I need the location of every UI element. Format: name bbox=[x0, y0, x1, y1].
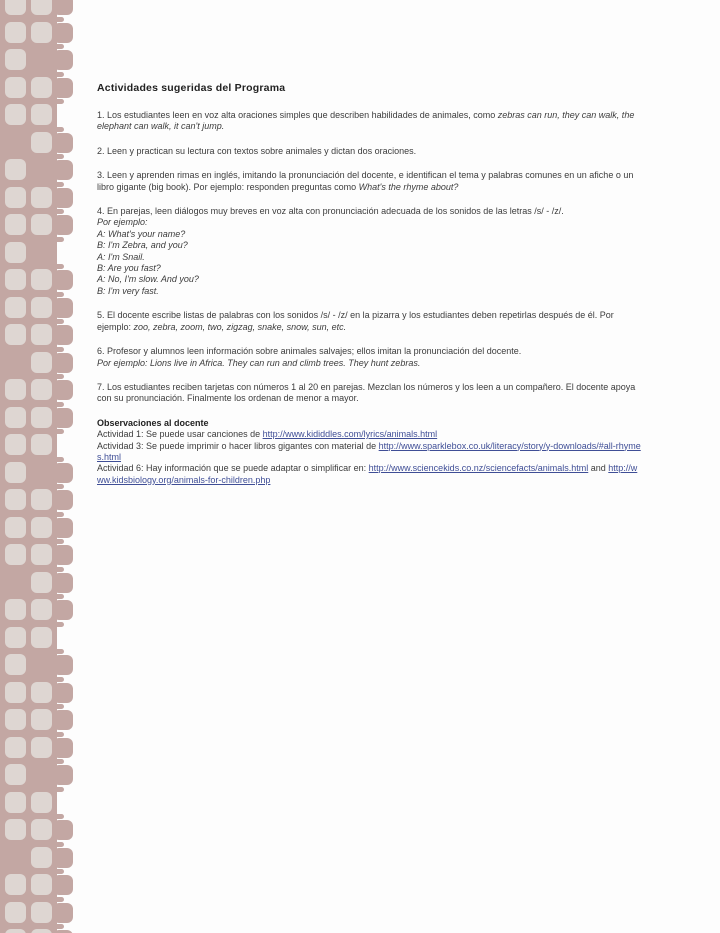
link-activity-6-kidsbiology[interactable]: http://www.kidsbiology.org/animals-for-children.php bbox=[97, 463, 638, 485]
border-tile bbox=[31, 132, 52, 153]
border-tile bbox=[31, 77, 52, 98]
border-tile bbox=[5, 929, 26, 933]
border-tile bbox=[5, 187, 26, 208]
border-strip bbox=[0, 0, 57, 933]
border-tile bbox=[31, 847, 52, 868]
border-tile bbox=[5, 792, 26, 813]
activity-5-example: zoo, zebra, zoom, two, zigzag, snake, snow, sun, etc. bbox=[133, 321, 347, 332]
border-tile bbox=[5, 407, 26, 428]
border-stem bbox=[55, 264, 64, 269]
link-activity-3[interactable]: http://www.sparklebox.co.uk/literacy/story/y-downloads/#all-rhymes.html bbox=[97, 440, 641, 462]
border-stem bbox=[55, 759, 64, 764]
activity-2: 2. Leen y practican su lectura con textos sobre animales y dictan dos oraciones. bbox=[97, 145, 417, 156]
border-outer-tile bbox=[53, 518, 73, 538]
border-tile bbox=[5, 764, 26, 785]
border-stem bbox=[55, 704, 64, 709]
border-outer-tile bbox=[53, 215, 73, 235]
activity-5-text: 5. El docente escribe listas de palabras con los sonidos /s/ - /z/ en la pizarra y los estudiantes deben repetirlas después de él. Por ejemplo: bbox=[97, 310, 614, 332]
border-tile bbox=[31, 599, 52, 620]
activity-1 bbox=[97, 110, 643, 133]
border-outer-tile bbox=[53, 573, 73, 593]
border-tile bbox=[31, 324, 52, 345]
border-stem bbox=[55, 429, 64, 434]
border-tile bbox=[31, 22, 52, 43]
border-stem bbox=[55, 72, 64, 77]
border-tile bbox=[5, 159, 26, 180]
observations-heading: Observaciones al docente bbox=[97, 417, 209, 428]
page-title: Actividades sugeridas del Programa bbox=[97, 82, 286, 94]
border-tile bbox=[5, 544, 26, 565]
activity-4 bbox=[97, 206, 643, 297]
border-tile bbox=[31, 352, 52, 373]
border-stem bbox=[55, 347, 64, 352]
border-stem bbox=[55, 319, 64, 324]
border-outer-tile bbox=[53, 490, 73, 510]
border-stem bbox=[55, 897, 64, 902]
border-tile bbox=[5, 709, 26, 730]
border-stem bbox=[55, 539, 64, 544]
border-outer-tile bbox=[53, 133, 73, 153]
border-stem bbox=[55, 209, 64, 214]
border-stem bbox=[55, 127, 64, 132]
observations-section bbox=[97, 418, 643, 486]
border-tile bbox=[31, 737, 52, 758]
border-stem bbox=[55, 237, 64, 242]
border-outer-tile bbox=[53, 353, 73, 373]
border-stem bbox=[55, 842, 64, 847]
activity-6 bbox=[97, 346, 643, 369]
border-outer-tile bbox=[53, 655, 73, 675]
border-outer-tile bbox=[53, 23, 73, 43]
border-outer-tile bbox=[53, 0, 73, 15]
border-tile bbox=[5, 0, 26, 15]
border-tile bbox=[31, 187, 52, 208]
border-tile bbox=[31, 269, 52, 290]
border-outer-tile bbox=[53, 765, 73, 785]
border-outer-tile bbox=[53, 380, 73, 400]
border-tile bbox=[31, 682, 52, 703]
border-outer-tile bbox=[53, 875, 73, 895]
activity-3 bbox=[97, 170, 643, 193]
border-outer-tile bbox=[53, 463, 73, 483]
observation-1-text: Actividad 1: Se puede usar canciones de bbox=[97, 429, 263, 440]
activity-3-text: 3. Leen y aprenden rimas en inglés, imitando la pronunciación del docente, e identifican el tema y palabras comunes en un afiche o un libro gigante (big book). Por ejemplo: responden preguntas como bbox=[97, 170, 634, 192]
border-stem bbox=[55, 182, 64, 187]
border-outer-tile bbox=[53, 820, 73, 840]
border-tile bbox=[5, 434, 26, 455]
border-outer-tile bbox=[53, 408, 73, 428]
activity-7: 7. Los estudiantes reciben tarjetas con números 1 al 20 en parejas. Mezclan los números y los leen a un compañero. El docente apoya con su pronunciación. Finalmente los ordenan de menor a mayor. bbox=[97, 381, 636, 404]
border-outer-tile bbox=[53, 78, 73, 98]
border-stem bbox=[55, 402, 64, 407]
border-tile bbox=[5, 682, 26, 703]
dialogue-line: B: Are you fast? bbox=[97, 263, 161, 274]
border-tile bbox=[5, 462, 26, 483]
border-stem bbox=[55, 649, 64, 654]
activity-4-text: 4. En parejas, leen diálogos muy breves en voz alta con pronunciación adecuada de los sonidos de las letras /s/ - /z/. bbox=[97, 206, 564, 217]
border-stem bbox=[55, 99, 64, 104]
border-tile bbox=[31, 929, 52, 933]
border-tile bbox=[5, 654, 26, 675]
border-stem bbox=[55, 44, 64, 49]
border-stem bbox=[55, 869, 64, 874]
border-tile bbox=[5, 874, 26, 895]
activity-6-example: Lions live in Africa. They can run and climb trees. They hunt zebras. bbox=[150, 357, 421, 368]
observation-6-connector: and bbox=[588, 463, 609, 474]
border-outer-tile bbox=[53, 545, 73, 565]
decorative-border bbox=[0, 0, 80, 933]
border-outer-tile bbox=[53, 50, 73, 70]
border-tile bbox=[31, 407, 52, 428]
border-tile bbox=[31, 902, 52, 923]
dialogue-line: A: I'm Snail. bbox=[97, 251, 145, 262]
border-outer-tile bbox=[53, 903, 73, 923]
activity-4-example-label: Por ejemplo: bbox=[97, 217, 148, 228]
border-outer-tile bbox=[53, 188, 73, 208]
border-tile bbox=[31, 544, 52, 565]
border-tile bbox=[5, 627, 26, 648]
border-tile bbox=[31, 104, 52, 125]
border-stem bbox=[55, 484, 64, 489]
border-tile bbox=[5, 77, 26, 98]
border-tile bbox=[31, 819, 52, 840]
border-stem bbox=[55, 622, 64, 627]
border-tile bbox=[31, 517, 52, 538]
observation-6-text: Actividad 6: Hay información que se puede adaptar o simplificar en: bbox=[97, 463, 369, 474]
border-tile bbox=[5, 22, 26, 43]
border-tile bbox=[31, 874, 52, 895]
border-tile bbox=[31, 792, 52, 813]
link-activity-1[interactable]: http://www.kididdles.com/lyrics/animals.html bbox=[262, 429, 438, 440]
border-tile bbox=[5, 214, 26, 235]
border-stem bbox=[55, 732, 64, 737]
activity-5 bbox=[97, 310, 643, 333]
border-outer-tile bbox=[53, 848, 73, 868]
border-stem bbox=[55, 292, 64, 297]
border-tile bbox=[5, 324, 26, 345]
border-tile bbox=[5, 489, 26, 510]
border-tile bbox=[5, 104, 26, 125]
link-activity-6-sciencekids[interactable]: http://www.sciencekids.co.nz/sciencefacts/animals.html bbox=[368, 463, 589, 474]
border-stem bbox=[55, 594, 64, 599]
border-tile bbox=[5, 242, 26, 263]
border-tile bbox=[31, 709, 52, 730]
dialogue-line: A: What's your name? bbox=[97, 228, 186, 239]
border-outer-tile bbox=[53, 270, 73, 290]
activity-6-text: 6. Profesor y alumnos leen información sobre animales salvajes; ellos imitan la pronunciación del docente. bbox=[97, 346, 522, 357]
dialogue-line: B: I'm very fast. bbox=[97, 285, 159, 296]
activity-6-example-label: Por ejemplo: bbox=[97, 357, 151, 368]
border-tile bbox=[31, 214, 52, 235]
border-stem bbox=[55, 374, 64, 379]
border-outer-tile bbox=[53, 710, 73, 730]
border-stem bbox=[55, 457, 64, 462]
dialogue-line: A: No, I'm slow. And you? bbox=[97, 274, 199, 285]
observation-activity-1 bbox=[97, 429, 643, 440]
observation-activity-6 bbox=[97, 463, 643, 486]
border-stem bbox=[55, 567, 64, 572]
border-outer-tile bbox=[53, 738, 73, 758]
border-tile bbox=[5, 599, 26, 620]
border-stem bbox=[55, 677, 64, 682]
dialogue-line: B: I'm Zebra, and you? bbox=[97, 240, 188, 251]
border-stem bbox=[55, 154, 64, 159]
document-content bbox=[97, 82, 643, 486]
border-outer-tile bbox=[53, 600, 73, 620]
activity-1-example: zebras can run, they can walk, the elephant can walk, it can't jump. bbox=[97, 110, 635, 132]
border-outer-tile bbox=[53, 160, 73, 180]
border-outer-tile bbox=[53, 683, 73, 703]
border-stem bbox=[55, 924, 64, 929]
border-tile bbox=[5, 49, 26, 70]
border-outer-tile bbox=[53, 298, 73, 318]
border-tile bbox=[5, 517, 26, 538]
border-tile bbox=[31, 627, 52, 648]
border-tile bbox=[5, 819, 26, 840]
activity-1-text: 1. Los estudiantes leen en voz alta oraciones simples que describen habilidades de animales, como bbox=[97, 110, 498, 120]
border-tile bbox=[5, 297, 26, 318]
border-stem bbox=[55, 512, 64, 517]
border-tile bbox=[31, 0, 52, 15]
border-stem bbox=[55, 17, 64, 22]
activity-3-example: What's the rhyme about? bbox=[358, 181, 459, 192]
observation-3-text: Actividad 3: Se puede imprimir o hacer libros gigantes con material de bbox=[97, 440, 379, 451]
border-stem bbox=[55, 814, 64, 819]
border-stem bbox=[55, 787, 64, 792]
border-tile bbox=[5, 902, 26, 923]
border-tile bbox=[31, 379, 52, 400]
border-tile bbox=[31, 572, 52, 593]
border-tile bbox=[31, 297, 52, 318]
observation-activity-3 bbox=[97, 441, 643, 464]
border-outer-tile bbox=[53, 325, 73, 345]
border-tile bbox=[5, 269, 26, 290]
border-tile bbox=[31, 434, 52, 455]
border-tile bbox=[5, 737, 26, 758]
border-tile bbox=[5, 379, 26, 400]
border-tile bbox=[31, 489, 52, 510]
